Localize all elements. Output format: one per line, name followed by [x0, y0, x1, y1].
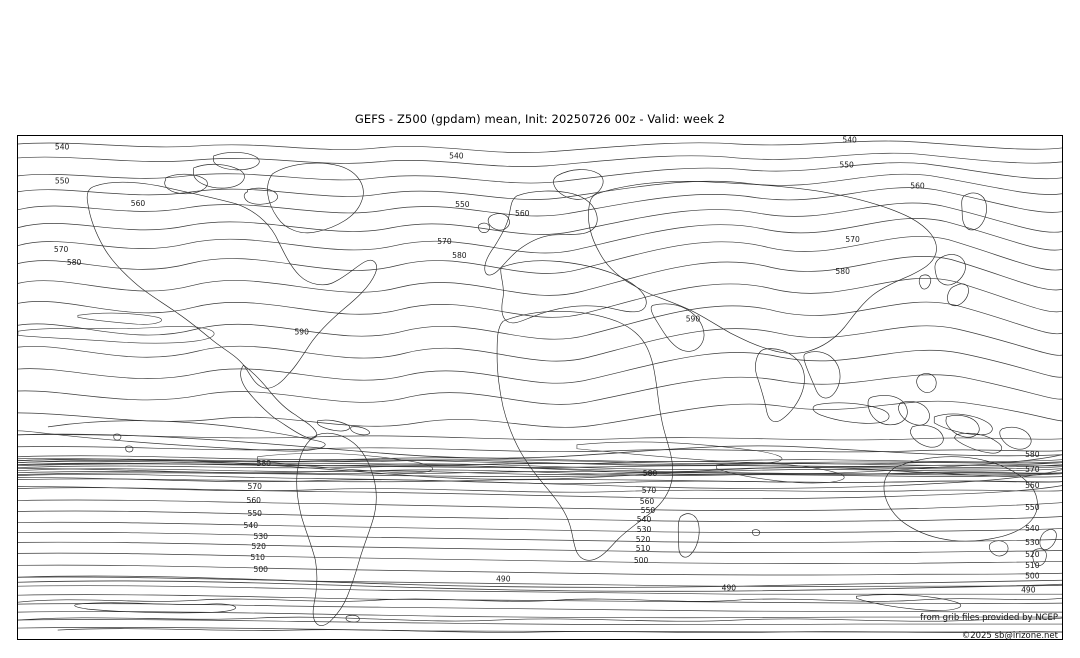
svg-text:540: 540 — [1025, 523, 1040, 533]
svg-text:520: 520 — [635, 534, 651, 544]
svg-text:580: 580 — [256, 459, 271, 469]
svg-text:570: 570 — [1025, 465, 1040, 475]
credit-source: from grib files provided by NCEP — [920, 613, 1058, 623]
svg-text:580: 580 — [835, 266, 850, 276]
svg-text:570: 570 — [247, 482, 263, 492]
svg-text:560: 560 — [130, 199, 146, 209]
svg-text:580: 580 — [1025, 450, 1040, 460]
svg-text:570: 570 — [641, 486, 657, 496]
svg-text:490: 490 — [496, 574, 511, 584]
svg-text:550: 550 — [247, 508, 263, 518]
svg-text:570: 570 — [437, 237, 452, 247]
svg-text:580: 580 — [452, 251, 467, 261]
svg-text:590: 590 — [294, 327, 309, 337]
svg-text:540: 540 — [54, 142, 70, 152]
svg-text:570: 570 — [845, 235, 860, 245]
svg-text:550: 550 — [640, 506, 656, 515]
svg-text:510: 510 — [1025, 560, 1040, 570]
svg-text:540: 540 — [449, 151, 464, 161]
svg-text:550: 550 — [1025, 503, 1040, 513]
svg-text:560: 560 — [515, 209, 530, 219]
svg-text:550: 550 — [54, 176, 70, 186]
svg-text:500: 500 — [253, 564, 269, 574]
svg-text:550: 550 — [839, 160, 854, 170]
svg-text:490: 490 — [721, 583, 737, 593]
svg-text:540: 540 — [243, 520, 259, 530]
contour-lines — [18, 141, 1062, 632]
contour-labels — [54, 136, 1040, 595]
svg-text:560: 560 — [910, 181, 925, 191]
svg-text:590: 590 — [685, 314, 701, 324]
svg-text:560: 560 — [1025, 481, 1040, 491]
svg-text:490: 490 — [1021, 585, 1036, 595]
svg-text:550: 550 — [455, 200, 470, 210]
svg-text:520: 520 — [251, 541, 267, 551]
svg-text:500: 500 — [1025, 571, 1040, 581]
svg-text:530: 530 — [1025, 537, 1040, 547]
svg-text:580: 580 — [642, 469, 658, 479]
svg-text:560: 560 — [639, 497, 655, 507]
svg-text:530: 530 — [253, 531, 269, 541]
svg-text:560: 560 — [246, 496, 262, 506]
svg-text:580: 580 — [66, 257, 82, 267]
contour-map-axes[interactable] — [17, 135, 1063, 640]
svg-text:540: 540 — [842, 136, 857, 145]
credit-copyright: ©2025 sb@irizone.net — [961, 631, 1058, 641]
svg-text:510: 510 — [635, 543, 651, 553]
svg-text:510: 510 — [250, 552, 266, 562]
contour-map-svg — [18, 136, 1062, 639]
svg-text:540: 540 — [636, 514, 652, 524]
svg-text:570: 570 — [53, 245, 69, 255]
chart-title: GEFS - Z500 (gpdam) mean, Init: 20250726 00z - Valid: week 2 — [354, 112, 726, 126]
svg-text:500: 500 — [633, 555, 649, 565]
svg-text:530: 530 — [636, 524, 652, 534]
svg-text:520: 520 — [1025, 549, 1040, 559]
